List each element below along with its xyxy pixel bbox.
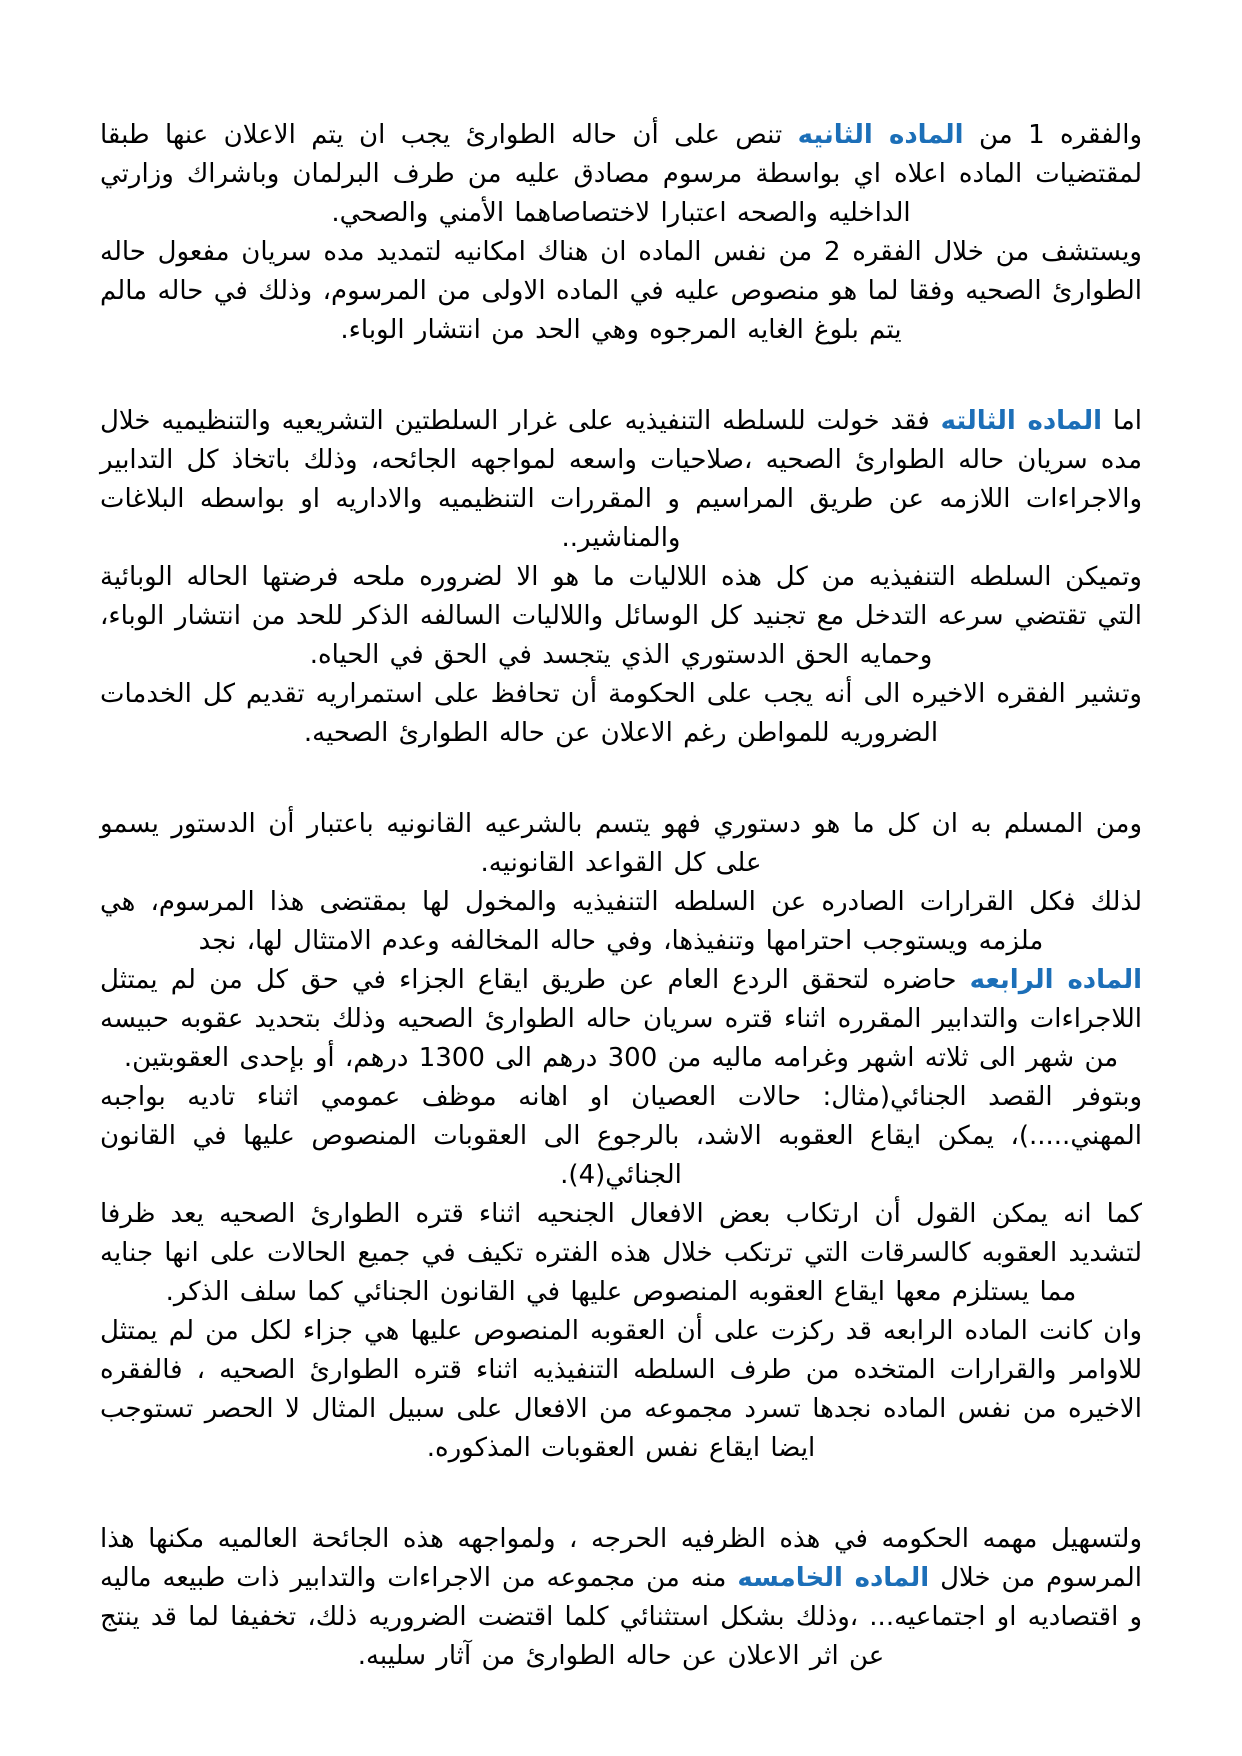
paragraph: وان كانت الماده الرابعه قد ركزت على أن العقوبه المنصوص عليها هي جزاء لكل من لم يمتثل للاوامر والقرارات المتخده من طرف السلطه التنفيذيه اثناء قتره الطوارئ الصحيه ، فالفقره الاخيره من نفس الماده نجدها تسرد مجموعه من الافعال على سبيل المثال لا الحصر تستوجب ايضا ايقاع نفس العقوبات المذكوره.	[100, 1316, 1142, 1463]
paragraph: ولتسهيل مهمه الحكومه في هذه الظرفيه الحرجه ، ولمواجهه هذه الجائحة العالميه مكنها هذا المرسوم من خلال الماده الخامسه منه من مجموعه من الاجراءات والتدابير ذات طبيعه ماليه و اقتصاديه او اجتماعيه... ،وذلك بشكل استثنائي كلما اقتضت الضروريه ذلك، تخفيفا لما قد ينتج عن اثر الاعلان عن حاله الطوارئ من آثار سليبه.	[100, 1524, 1142, 1671]
paragraph: والفقره 1 من الماده الثانيه تنص على أن حاله الطوارئ يجب ان يتم الاعلان عنها طبقا لمقتضيات الماده اعلاه اي بواسطة مرسوم مصادق عليه من طرف البرلمان وباشراك وزارتي الداخليه والصحه اعتبارا لاختصاصاهما الأمني والصحي.	[100, 120, 1142, 228]
text-block	[100, 805, 1142, 1468]
article-reference: الماده الخامسه	[737, 1563, 930, 1593]
text-block	[100, 402, 1142, 753]
paragraph: اما الماده الثالته فقد خولت للسلطه التنفيذيه على غرار السلطتين التشريعيه والتنظيميه خلال مده سريان حاله الطوارئ الصحيه ،صلاحيات واسعه لمواجهه الجائحه، وذلك باتخاذ كل التدابير والاجراءات اللازمه عن طريق المراسيم و المقررات التنظيميه والاداريه او بواسطه البلاغات والمناشير..	[100, 406, 1142, 553]
article-reference: الماده الثانيه	[797, 120, 964, 150]
paragraph: ومن المسلم به ان كل ما هو دستوري فهو يتسم بالشرعيه القانونيه باعتبار أن الدستور يسمو على كل القواعد القانونيه.	[100, 809, 1142, 878]
article-reference: الماده الرابعه	[969, 965, 1143, 995]
paragraph: وتميكن السلطه التنفيذيه من كل هذه اللاليات ما هو الا لضروره ملحه فرضتها الحاله الوبائية التي تقتضي سرعه التدخل مع تجنيد كل الوسائل واللاليات السالفه الذكر للحد من انتشار الوباء، وحمايه الحق الدستوري الذي يتجسد في الحق في الحياه.	[100, 562, 1142, 670]
paragraph: وتشير الفقره الاخيره الى أنه يجب على الحكومة أن تحافظ على استمراريه تقديم كل الخدمات الضروريه للمواطن رغم الاعلان عن حاله الطوارئ الصحيه.	[100, 679, 1142, 748]
text-block	[100, 116, 1142, 350]
paragraph: كما انه يمكن القول أن ارتكاب بعض الافعال الجنحيه اثناء قتره الطوارئ الصحيه يعد ظرفا لتشديد العقوبه كالسرقات التي ترتكب خلال هذه الفتره تكيف في جميع الحالات على انها جنايه مما يستلزم معها ايقاع العقوبه المنصوص عليها في القانون الجنائي كما سلف الذكر.	[100, 1199, 1142, 1307]
article-reference: الماده الثالته	[940, 406, 1103, 436]
paragraph: وبتوفر القصد الجنائي(مثال: حالات العصيان او اهانه موظف عمومي اثناء تاديه بواجبه المهني.....)، يمكن ايقاع العقوبه الاشد، بالرجوع الى العقوبات المنصوص عليها في القانون الجنائي(4).	[100, 1082, 1142, 1190]
paragraph: لذلك فكل القرارات الصادره عن السلطه التنفيذيه والمخول لها بمقتضى هذا المرسوم، هي ملزمه ويستوجب احترامها وتنفيذها، وفي حاله المخالفه وعدم الامتثال لها، نجد	[100, 887, 1142, 956]
text-block	[100, 1520, 1142, 1676]
paragraph: الماده الرابعه حاضره لتحقق الردع العام عن طريق ايقاع الجزاء في حق كل من لم يمتثل اللاجراءات والتدابير المقرره اثناء قتره سريان حاله الطوارئ الصحيه وذلك بتحديد عقوبه حبيسه من شهر الى ثلاته اشهر وغرامه ماليه من 300 درهم الى 1300 درهم، أو بإحدى العقوبتين.	[100, 965, 1143, 1073]
paragraph: ويستشف من خلال الفقره 2 من نفس الماده ان هناك امكانيه لتمديد مده سريان مفعول حاله الطوارئ الصحيه وفقا لما هو منصوص عليه في الماده الاولى من المرسوم، وذلك في حاله مالم يتم بلوغ الغايه المرجوه وهي الحد من انتشار الوباء.	[100, 237, 1142, 345]
